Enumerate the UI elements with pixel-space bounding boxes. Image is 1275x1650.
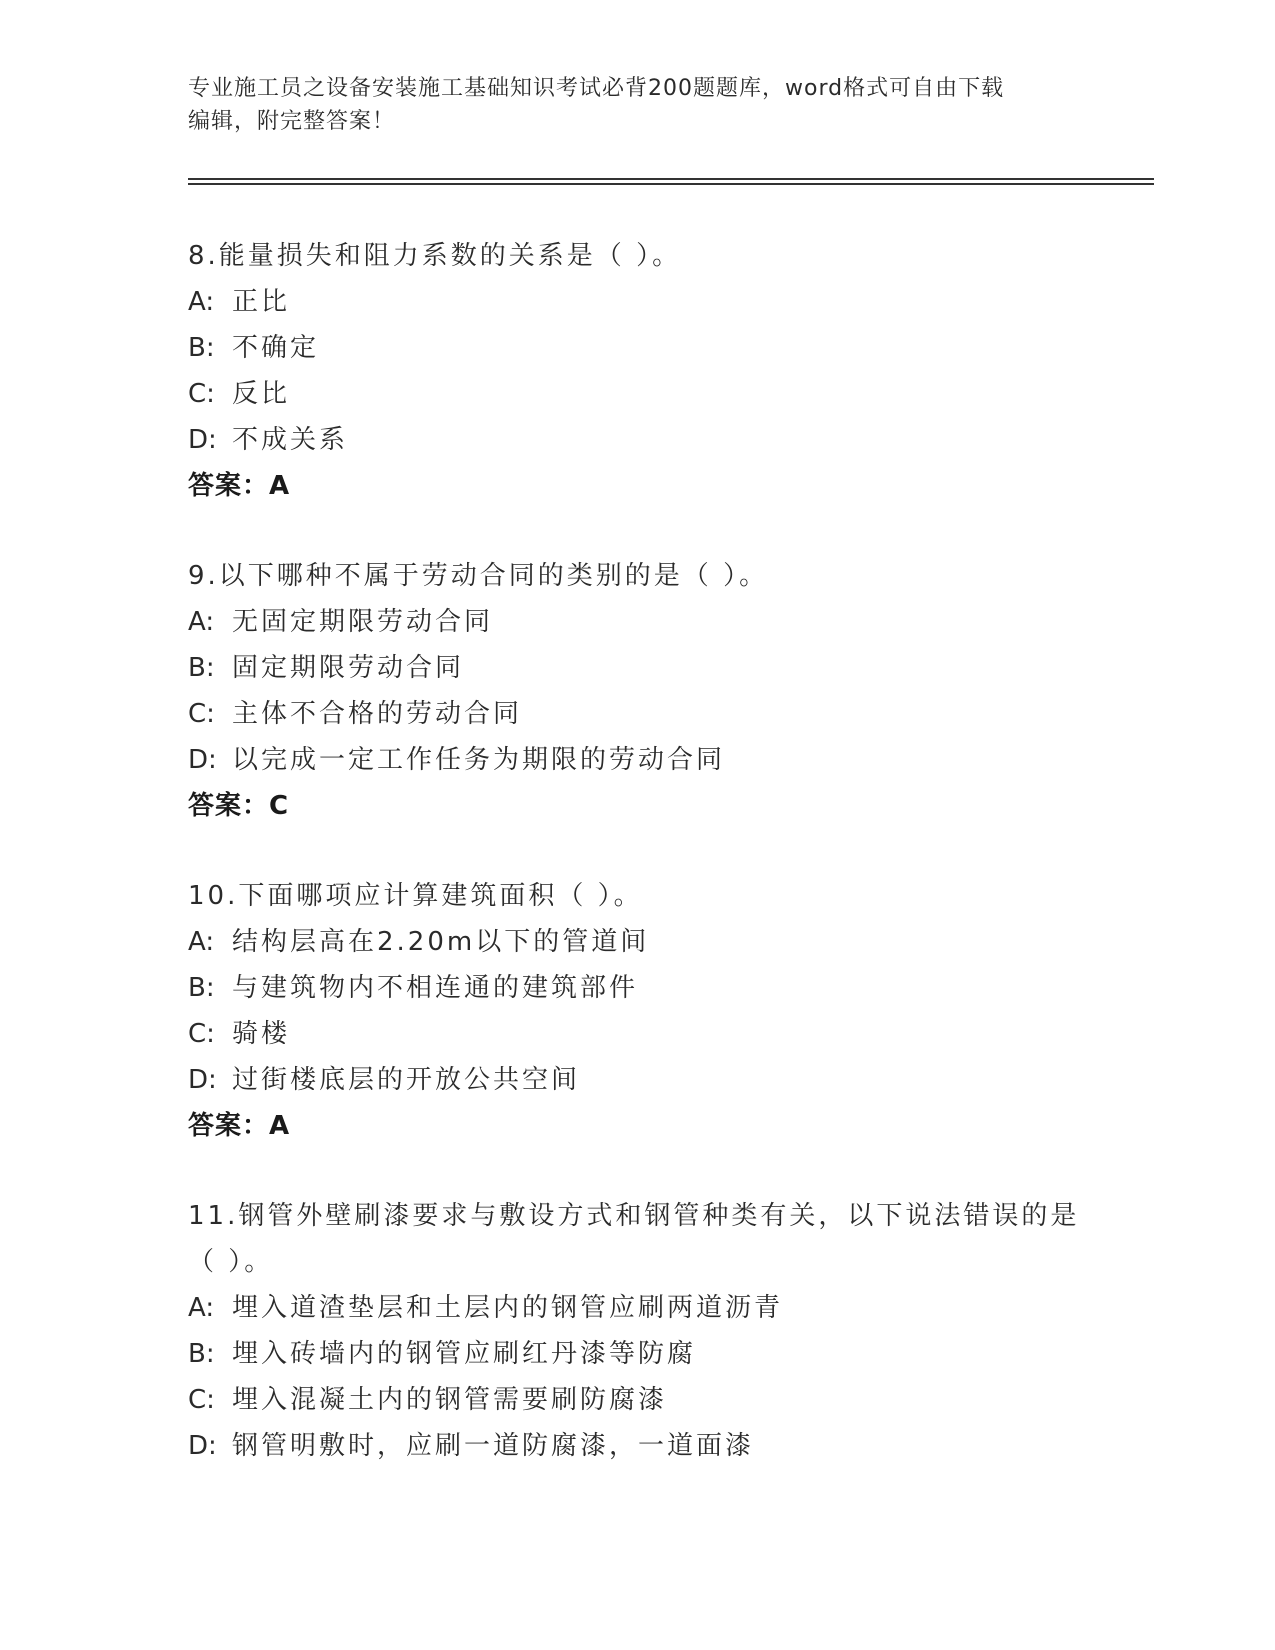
question-9 [188,553,1088,829]
option-b [188,325,1088,371]
option-letter: B: [188,1339,215,1369]
option-text: 骑楼 [232,1019,291,1049]
option-text: 过街楼底层的开放公共空间 [232,1065,581,1095]
header-title-line-1: 专业施工员之设备安装施工基础知识考试必背200题题库，word格式可自由下载 [188,76,1005,101]
option-text: 与建筑物内不相连通的建筑部件 [232,973,639,1003]
option-text: 结构层高在2.20m以下的管道间 [232,927,650,957]
option-text: 不成关系 [232,425,349,455]
option-letter: D: [188,425,217,455]
option-b [188,1331,1088,1377]
option-letter: A: [188,607,215,637]
question-11 [188,1193,1088,1469]
header-title-line-2: 编辑，附完整答案！ [188,109,396,134]
option-text: 埋入砖墙内的钢管应刷红丹漆等防腐 [232,1339,697,1369]
option-a [188,919,1088,965]
option-b [188,645,1088,691]
answer-line: 答案：A [188,1111,291,1141]
question-10 [188,873,1088,1149]
question-stem: 10.下面哪项应计算建筑面积（ ）。 [188,881,643,911]
option-letter: C: [188,1385,215,1415]
option-text: 正比 [232,287,291,317]
option-text: 主体不合格的劳动合同 [232,699,523,729]
option-d [188,417,1088,463]
option-d [188,1423,1088,1469]
option-a [188,599,1088,645]
option-letter: D: [188,1065,217,1095]
option-b [188,965,1088,1011]
option-d [188,1057,1088,1103]
option-text: 不确定 [232,333,320,363]
option-letter: B: [188,333,215,363]
option-text: 以完成一定工作任务为期限的劳动合同 [232,745,726,775]
option-c [188,1011,1088,1057]
option-letter: A: [188,1293,215,1323]
question-stem: 9.以下哪种不属于劳动合同的类别的是（ ）。 [188,561,769,591]
question-stem-line-1: 11.钢管外壁刷漆要求与敷设方式和钢管种类有关，以下说法错误的是 [188,1201,1080,1231]
option-d [188,737,1088,783]
option-letter: A: [188,927,215,957]
option-text: 钢管明敷时，应刷一道防腐漆，一道面漆 [232,1431,755,1461]
option-letter: B: [188,973,215,1003]
option-c [188,691,1088,737]
option-text: 反比 [232,379,291,409]
option-letter: D: [188,745,217,775]
document-header [188,72,1088,138]
option-text: 固定期限劳动合同 [232,653,465,683]
answer-line: 答案：A [188,471,291,501]
header-divider-bottom [188,183,1154,185]
answer-line: 答案：C [188,791,290,821]
header-divider-top [188,178,1154,180]
question-stem: 8.能量损失和阻力系数的关系是（ ）。 [188,241,682,271]
option-a [188,279,1088,325]
option-letter: A: [188,287,215,317]
option-letter: C: [188,1019,215,1049]
option-letter: C: [188,379,215,409]
question-stem-line-2: （ ）。 [188,1247,274,1277]
option-letter: C: [188,699,215,729]
option-text: 埋入道渣垫层和土层内的钢管应刷两道沥青 [232,1293,784,1323]
option-letter: D: [188,1431,217,1461]
option-c [188,371,1088,417]
option-text: 无固定期限劳动合同 [232,607,494,637]
option-text: 埋入混凝土内的钢管需要刷防腐漆 [232,1385,668,1415]
option-c [188,1377,1088,1423]
option-letter: B: [188,653,215,683]
question-8 [188,233,1088,509]
option-a [188,1285,1088,1331]
